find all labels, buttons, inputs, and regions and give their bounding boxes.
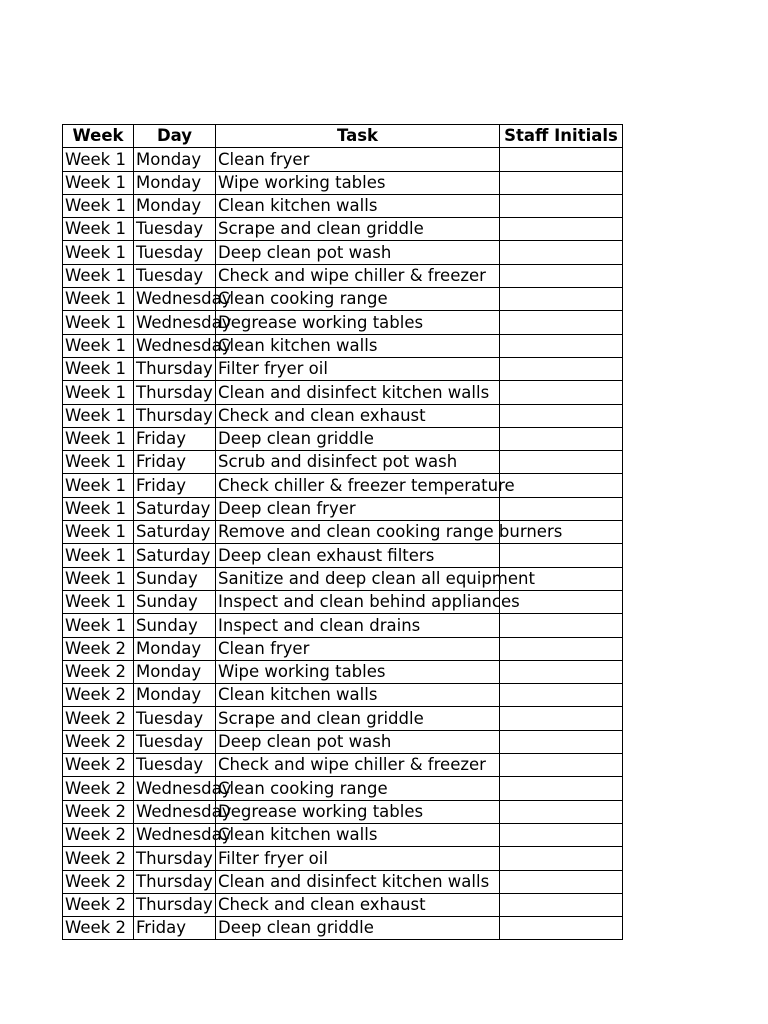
cell-task (216, 334, 500, 357)
cell-week: Week 1 (63, 288, 134, 311)
cell-week: Week 1 (63, 194, 134, 217)
cell-day: Monday (134, 171, 216, 194)
cell-day: Wednesday (134, 823, 216, 846)
task-text: Degrease working tables (218, 801, 424, 821)
cell-day: Thursday (134, 870, 216, 893)
cell-week: Week 2 (63, 847, 134, 870)
cell-day: Monday (134, 148, 216, 171)
cell-week: Week 2 (63, 684, 134, 707)
cell-week: Week 2 (63, 707, 134, 730)
cell-staff-initials[interactable] (500, 357, 623, 380)
cell-day: Sunday (134, 614, 216, 637)
cell-staff-initials[interactable] (500, 777, 623, 800)
cell-task (216, 194, 500, 217)
cell-day: Tuesday (134, 707, 216, 730)
cell-week: Week 1 (63, 521, 134, 544)
task-text: Scrub and disinfect pot wash (218, 452, 458, 472)
cleaning-schedule-sheet (62, 124, 622, 940)
table-row (63, 218, 623, 241)
cell-week: Week 1 (63, 311, 134, 334)
cell-week: Week 1 (63, 381, 134, 404)
table-row (63, 241, 623, 264)
table-row (63, 334, 623, 357)
table-row (63, 497, 623, 520)
task-text: Check and wipe chiller & freezer (218, 755, 486, 775)
cell-task (216, 707, 500, 730)
header-task: Task (216, 125, 500, 148)
cell-week: Week 2 (63, 777, 134, 800)
cell-day: Monday (134, 637, 216, 660)
cell-day: Wednesday (134, 288, 216, 311)
task-text: Scrape and clean griddle (218, 708, 424, 728)
cell-week: Week 1 (63, 590, 134, 613)
cell-week: Week 1 (63, 357, 134, 380)
task-text: Clean kitchen walls (218, 196, 378, 216)
cell-task (216, 404, 500, 427)
table-row (63, 427, 623, 450)
cell-staff-initials[interactable] (500, 823, 623, 846)
cell-day: Saturday (134, 497, 216, 520)
cell-staff-initials[interactable] (500, 660, 623, 683)
table-row (63, 660, 623, 683)
cell-task (216, 497, 500, 520)
cell-day: Tuesday (134, 264, 216, 287)
cell-week: Week 1 (63, 567, 134, 590)
header-week: Week (63, 125, 134, 148)
cell-task (216, 847, 500, 870)
cell-task (216, 777, 500, 800)
cell-day: Thursday (134, 847, 216, 870)
cell-task (216, 218, 500, 241)
cell-staff-initials[interactable] (500, 241, 623, 264)
task-text: Deep clean fryer (218, 499, 356, 519)
header-staff-initials: Staff Initials (500, 125, 623, 148)
task-text: Clean kitchen walls (218, 825, 378, 845)
table-header (63, 125, 623, 148)
cell-day: Tuesday (134, 754, 216, 777)
cell-task (216, 660, 500, 683)
cell-week: Week 2 (63, 870, 134, 893)
table-row (63, 847, 623, 870)
table-row (63, 474, 623, 497)
cell-task (216, 730, 500, 753)
cell-task (216, 521, 563, 544)
cell-task (216, 264, 500, 287)
cell-day: Tuesday (134, 241, 216, 264)
table-row (63, 171, 623, 194)
cell-staff-initials[interactable] (500, 754, 623, 777)
table-row (63, 870, 623, 893)
cell-staff-initials[interactable] (500, 451, 623, 474)
table-row (63, 311, 623, 334)
table-row (63, 521, 623, 544)
cell-day: Thursday (134, 381, 216, 404)
cell-staff-initials[interactable] (500, 218, 623, 241)
task-text: Inspect and clean drains (218, 615, 421, 635)
task-text: Wipe working tables (218, 662, 386, 682)
cell-week: Week 2 (63, 660, 134, 683)
table-row (63, 288, 623, 311)
table-row (63, 730, 623, 753)
cell-week: Week 1 (63, 334, 134, 357)
task-text: Clean kitchen walls (218, 335, 378, 355)
cell-week: Week 2 (63, 893, 134, 916)
cell-task (216, 567, 535, 590)
table-row (63, 754, 623, 777)
table-row (63, 148, 623, 171)
task-text: Filter fryer oil (218, 359, 328, 379)
task-text: Clean cooking range (218, 289, 388, 309)
table-row (63, 404, 623, 427)
cell-week: Week 1 (63, 544, 134, 567)
cell-staff-initials[interactable] (500, 893, 623, 916)
cell-task (216, 241, 500, 264)
task-text: Scrape and clean griddle (218, 219, 424, 239)
table-row (63, 637, 623, 660)
cell-task (216, 544, 500, 567)
cell-week: Week 1 (63, 148, 134, 171)
task-text: Check and wipe chiller & freezer (218, 266, 486, 286)
cell-week: Week 2 (63, 917, 134, 940)
task-text: Clean fryer (218, 149, 310, 169)
task-text: Clean and disinfect kitchen walls (218, 382, 490, 402)
cell-task (216, 357, 500, 380)
table-row (63, 590, 623, 613)
cell-task (216, 893, 500, 916)
cell-day: Friday (134, 451, 216, 474)
table-row (63, 614, 623, 637)
table-row (63, 823, 623, 846)
cell-day: Wednesday (134, 800, 216, 823)
cell-staff-initials[interactable] (500, 404, 623, 427)
task-text: Check chiller & freezer temperature (218, 475, 515, 495)
cell-staff-initials[interactable] (500, 474, 623, 497)
cell-staff-initials[interactable] (500, 288, 623, 311)
task-text: Inspect and clean behind appliances (218, 592, 520, 612)
cell-day: Thursday (134, 893, 216, 916)
cell-day: Sunday (134, 590, 216, 613)
table-row (63, 800, 623, 823)
cell-task (216, 288, 500, 311)
task-text: Deep clean pot wash (218, 732, 392, 752)
cell-week: Week 1 (63, 474, 134, 497)
header-row (63, 125, 623, 148)
cell-day: Friday (134, 917, 216, 940)
cell-task (216, 637, 500, 660)
cell-week: Week 1 (63, 451, 134, 474)
cell-week: Week 1 (63, 171, 134, 194)
cell-day: Saturday (134, 521, 216, 544)
cell-task (216, 381, 500, 404)
cell-day: Monday (134, 684, 216, 707)
cell-week: Week 2 (63, 730, 134, 753)
cell-day: Wednesday (134, 777, 216, 800)
cell-day: Friday (134, 427, 216, 450)
cell-week: Week 1 (63, 241, 134, 264)
task-text: Degrease working tables (218, 312, 424, 332)
cell-staff-initials[interactable] (500, 870, 623, 893)
cell-day: Saturday (134, 544, 216, 567)
table-row (63, 707, 623, 730)
cell-week: Week 2 (63, 754, 134, 777)
cell-task (216, 917, 500, 940)
task-text: Check and clean exhaust (218, 895, 426, 915)
task-text: Clean and disinfect kitchen walls (218, 871, 490, 891)
table-row (63, 567, 623, 590)
cell-task (216, 590, 520, 613)
cell-day: Wednesday (134, 334, 216, 357)
cell-task (216, 148, 500, 171)
header-day: Day (134, 125, 216, 148)
cell-week: Week 2 (63, 823, 134, 846)
cell-week: Week 1 (63, 264, 134, 287)
task-text: Check and clean exhaust (218, 405, 426, 425)
cell-week: Week 1 (63, 404, 134, 427)
task-text: Deep clean griddle (218, 918, 374, 938)
cell-staff-initials[interactable] (500, 171, 623, 194)
task-text: Wipe working tables (218, 172, 386, 192)
cell-task (216, 870, 500, 893)
cell-task (216, 614, 500, 637)
cell-staff-initials[interactable] (500, 334, 623, 357)
table-row (63, 893, 623, 916)
cell-staff-initials[interactable] (500, 148, 623, 171)
cell-day: Thursday (134, 357, 216, 380)
cell-day: Sunday (134, 567, 216, 590)
task-text: Sanitize and deep clean all equipment (218, 568, 535, 588)
cell-task (216, 474, 515, 497)
table-row (63, 194, 623, 217)
cell-task (216, 311, 500, 334)
cell-week: Week 2 (63, 800, 134, 823)
cell-staff-initials[interactable] (500, 381, 623, 404)
cell-day: Tuesday (134, 218, 216, 241)
cell-week: Week 1 (63, 614, 134, 637)
cell-day: Wednesday (134, 311, 216, 334)
cell-day: Thursday (134, 404, 216, 427)
task-text: Deep clean exhaust filters (218, 545, 435, 565)
cell-day: Tuesday (134, 730, 216, 753)
task-text: Deep clean pot wash (218, 242, 392, 262)
table-row (63, 544, 623, 567)
cell-staff-initials[interactable] (500, 917, 623, 940)
cell-staff-initials[interactable] (500, 427, 623, 450)
cell-day: Friday (134, 474, 216, 497)
table-row (63, 264, 623, 287)
cell-staff-initials[interactable] (500, 311, 623, 334)
cell-task (216, 823, 500, 846)
cell-staff-initials[interactable] (500, 684, 623, 707)
cell-task (216, 684, 500, 707)
table-row (63, 451, 623, 474)
table-row (63, 381, 623, 404)
cell-task (216, 754, 500, 777)
table-body (63, 148, 623, 940)
task-text: Clean kitchen walls (218, 685, 378, 705)
cell-staff-initials[interactable] (500, 637, 623, 660)
cell-task (216, 800, 500, 823)
cell-week: Week 1 (63, 497, 134, 520)
task-text: Clean cooking range (218, 778, 388, 798)
cell-task (216, 427, 500, 450)
cell-staff-initials[interactable] (500, 800, 623, 823)
task-text: Clean fryer (218, 638, 310, 658)
cell-staff-initials[interactable] (500, 707, 623, 730)
cell-staff-initials[interactable] (500, 544, 623, 567)
task-text: Deep clean griddle (218, 429, 374, 449)
cell-staff-initials[interactable] (500, 497, 623, 520)
cell-staff-initials[interactable] (500, 614, 623, 637)
cleaning-schedule-table (62, 124, 623, 940)
cell-staff-initials[interactable] (500, 847, 623, 870)
cell-staff-initials[interactable] (500, 264, 623, 287)
cell-staff-initials[interactable] (500, 730, 623, 753)
table-row (63, 357, 623, 380)
task-text: Filter fryer oil (218, 848, 328, 868)
cell-week: Week 2 (63, 637, 134, 660)
cell-staff-initials[interactable] (500, 194, 623, 217)
cell-task (216, 451, 500, 474)
cell-week: Week 1 (63, 427, 134, 450)
cell-day: Monday (134, 194, 216, 217)
table-row (63, 684, 623, 707)
cell-task (216, 171, 500, 194)
task-text: Remove and clean cooking range burners (218, 522, 563, 542)
cell-day: Monday (134, 660, 216, 683)
cell-week: Week 1 (63, 218, 134, 241)
table-row (63, 777, 623, 800)
table-row (63, 917, 623, 940)
